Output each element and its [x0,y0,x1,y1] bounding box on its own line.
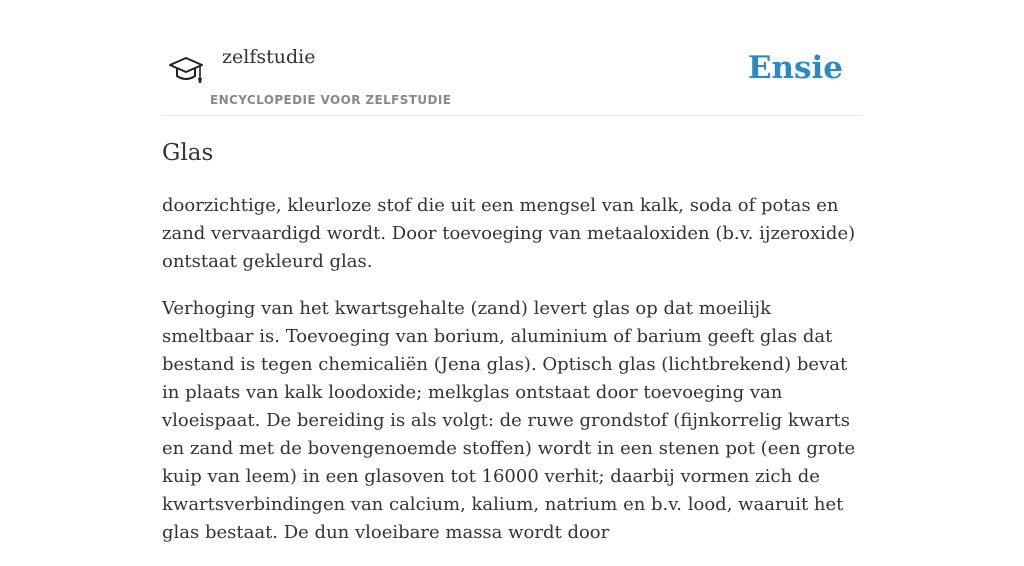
brand-logo[interactable]: Ensie [747,50,843,86]
article-body [162,192,862,566]
page [162,0,862,543]
article-paragraph: Verhoging van het kwartsgehalte (zand) levert glas op dat moeilijk smeltbaar is. Toevoeging van borium, aluminium of barium geeft glas dat bestand is tegen chemicaliën (Jena glas). Optisch glas (lichtbrekend) bevat in plaats van kalk loodoxide; melkglas ontstaat door toevoeging van vloeispaat. De bereiding is als volgt: de ruwe grondstof (fijnkorrelig kwarts en zand met de bovengenoemde stoffen) wordt in een stenen pot (een grote kuip van leem) in een glasoven tot 16000 verhit; daarbij vormen zich de kwartsverbindingen van calcium, kalium, natrium en b.v. lood, waaruit het glas bestaat. De dun vloeibare massa wordt door [162,298,856,543]
article-paragraph: doorzichtige, kleurloze stof die uit een mengsel van kalk, soda of potas en zand vervaardigd wordt. Door toevoeging van metaaloxiden (b.v. ijzeroxide) ontstaat gekleurd glas. [162,195,856,272]
site-header [162,0,862,116]
site-tagline: ENCYCLOPEDIE VOOR ZELFSTUDIE [210,93,452,107]
site-name[interactable]: zelfstudie [222,46,316,68]
graduation-cap-icon[interactable] [168,56,204,86]
article-title: Glas [162,140,214,166]
